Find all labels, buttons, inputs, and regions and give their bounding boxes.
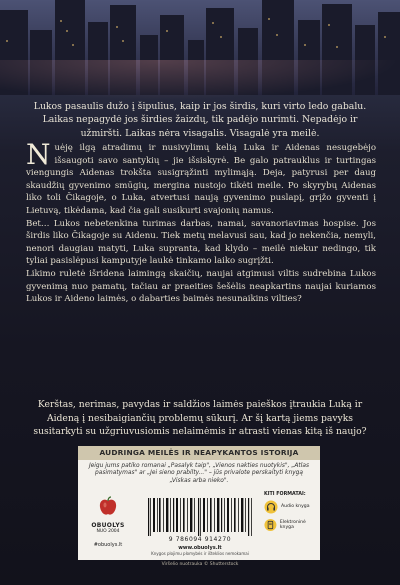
main-blurb: [26, 138, 376, 306]
apple-icon: [97, 496, 119, 518]
ebook-icon: [264, 518, 277, 532]
drop-cap: N: [26, 138, 51, 171]
formats-header: KITI FORMATAI:: [264, 492, 306, 497]
format-ebook: [264, 518, 318, 532]
website-note: Knygos plojimu plomybės ir išteklios nemokamai: [151, 551, 249, 556]
blurb-paragraph-3: Likimo ruletė išridena laimingą skaičių, naujai atgimusi viltis sudrebina Lukos gyvenimą nuo pamatų, tačiau ar praeities šešėlis neapkartins naujai kuriamos Lukos ir Aideno laimės, o dabarties baimės nesunaikins vilties?: [26, 268, 376, 305]
photo-credits: Viršelio nuotrauka © Shutterstock: [161, 562, 239, 567]
info-panel: [78, 460, 320, 560]
closing-text: Kerštas, nerimas, pavydas ir saldžios laimės paieškos įtraukia Luką ir Aideną į nesibaigiančių problemų sūkurį. Ar šį kartą jiems pavyks susitarkyti su užgriuvusiomis nelaimėmis ir atrasti vienas kitą iš naujo?: [33, 399, 367, 438]
blurb-paragraph-1: uėję ilgą atradimų ir nusivylimų kelią Luka ir Aidenas nesugebėjo išsaugoti savo santykių – jie išsiskyrė. Be galo patrauklus ir turtingas viengungis Aidenas trokšta susigrąžinti mylimąją. Deja, patyrusi per daug skaudžių gyvenimo smūgių, mergina nustojo tikėti meile. Po skyrybų Aidenas liko toli Čikagoje, o Luka, atvertusi naują gyvenimo puslapį, grįžo gyventi į Lietuvą, tikėdama, kad čia gali susikurti svajonių namus.: [26, 143, 376, 216]
publisher-name: OBUOLYS: [91, 522, 125, 529]
publisher-website: www.obuolys.lt: [178, 545, 222, 551]
barcode: [140, 496, 260, 554]
city-glow: [0, 60, 400, 100]
other-formats: [264, 492, 318, 536]
intro-text: Lukos pasaulis dužo į šipulius, kaip ir jos širdis, kuri virto ledo gabalu. Laikas nepagydė jos širdies žaizdų, tik padėjo nurimti. Nepadėjo ir užmiršti. Laikas nėra visagalis. Visagalė yra meilė.: [33, 101, 367, 139]
format-audio-label: Audio knyga: [281, 504, 310, 510]
barcode-bars-icon: [146, 498, 254, 536]
tagline-banner: AUDRINGA MEILĖS IR NEAPYKANTOS ISTORIJA: [78, 446, 320, 460]
blurb-paragraph-2: Bet… Lukos nebetenkina turimas darbas, namai, savanoriavimas hospise. Jos širdis liko Čikagoje su Aidenu. Tiek metų melavusi sau, kad jo nekenčia, nemyli, nenori daugiau matyti, Luka supranta, kad klydo – meilė niekur nedingo, tik tyliai pasislėpusi kamputyje laukė tinkamo laiko sugrįžti.: [26, 218, 376, 267]
headphones-icon: [264, 500, 278, 514]
format-audio: [264, 500, 318, 514]
isbn-number: 9 786094 914270: [168, 536, 232, 543]
publisher-hashtag: #obuolys.lt: [93, 542, 123, 548]
publisher-logo: [82, 496, 134, 548]
format-ebook-label: Elektroninė knyga: [279, 519, 306, 530]
recommendation-quote: Jeigu jums patiko romanai „Pasalyk taip", „Vienos nakties nuotykis", „Atlas pasimatymas" ar „Jei sieno prabilty..." – jūs privalote perskaityti knygą „Viskas arba nieko".: [88, 463, 310, 484]
publisher-years: NUO 2004: [96, 529, 120, 534]
